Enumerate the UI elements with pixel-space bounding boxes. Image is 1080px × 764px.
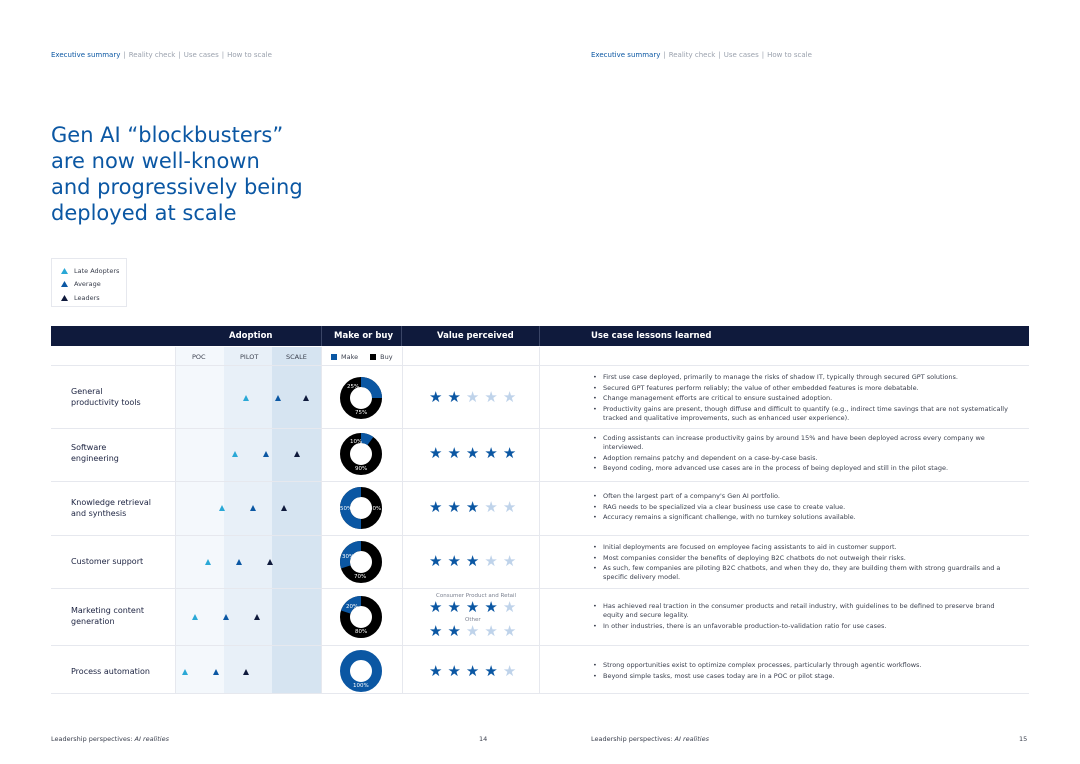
lessons-list [593, 543, 1013, 584]
value-stars: ★★★★★ [429, 598, 522, 616]
column-divider [175, 347, 176, 693]
lesson-item: • Strong opportunities exist to optimize complex processes, particularly through agentic workflows. [593, 661, 1013, 670]
header-make-or-buy: Make or buy [334, 331, 394, 341]
poc-column-shade [176, 347, 224, 693]
adopter-legend [51, 258, 127, 307]
value-stars: ★★★★★ [429, 444, 522, 462]
make-buy-donut [340, 377, 382, 419]
legend-item-late [61, 264, 126, 278]
breadcrumb-reality-check[interactable]: Reality check [668, 51, 716, 59]
triangle-icon [61, 268, 68, 274]
value-stars: ★★★★★ [429, 552, 522, 570]
header-lessons: Use case lessons learned [591, 331, 712, 341]
make-buy-donut [340, 433, 382, 475]
breadcrumb-use-cases[interactable]: Use cases [723, 51, 759, 59]
lesson-item: • Has achieved real traction in the consumer products and retail industry, with guidelines to be defined to preserve brand equity and secure legality. [593, 602, 1013, 620]
stage-poc: POC [192, 353, 206, 361]
title-line: and progressively being [51, 175, 303, 199]
lessons-list [593, 602, 1013, 632]
lesson-item: • Often the largest part of a company's Gen AI portfolio. [593, 492, 1013, 501]
late-adopters-marker [232, 451, 238, 457]
make-label: Make [341, 353, 359, 361]
make-pct-label: 30% [342, 554, 355, 560]
row-divider [51, 481, 1029, 482]
lesson-item: • Initial deployments are focused on employee facing assistants to aid in customer support. [593, 543, 1013, 552]
buy-pct-label: 80% [355, 629, 368, 635]
lesson-item: • In other industries, there is an unfavorable production-to-validation ratio for use cases. [593, 622, 1013, 631]
row-label-process-automation: Process automation [71, 667, 150, 676]
stage-pilot: PILOT [240, 353, 259, 361]
leaders-marker [243, 669, 249, 675]
table-header [51, 326, 1029, 346]
value-stars: ★★★★★ [429, 662, 522, 680]
lesson-item: • Secured GPT features perform reliably; the value of other embedded features is more debatable. [593, 384, 1013, 393]
footer-right: Leadership perspectives: AI realities [591, 735, 709, 743]
page-title [51, 122, 351, 226]
title-line: Gen AI “blockbusters” [51, 123, 284, 147]
legend-label: Average [74, 280, 101, 289]
row-divider [51, 693, 1029, 694]
leaders-marker [281, 505, 287, 511]
breadcrumb-how-to-scale[interactable]: How to scale [227, 51, 272, 59]
average-marker [263, 451, 269, 457]
row-label-marketing-content: Marketing content generation [71, 606, 145, 626]
average-marker [236, 559, 242, 565]
breadcrumb-left: Executive summary | Reality check | Use cases | How to scale [51, 51, 272, 59]
buy-pct-label: 75% [355, 410, 368, 416]
buy-label: Buy [380, 353, 393, 361]
lesson-item: • Accuracy remains a significant challenge, with no turnkey solutions available. [593, 513, 1013, 522]
row-divider [51, 428, 1029, 429]
make-legend [331, 353, 393, 361]
stage-scale: SCALE [286, 353, 307, 361]
lesson-item: • Beyond simple tasks, most use cases today are in a POC or pilot stage. [593, 672, 1013, 681]
breadcrumb-reality-check[interactable]: Reality check [128, 51, 176, 59]
make-buy-donut [340, 596, 382, 638]
breadcrumb-right: Executive summary | Reality check | Use cases | How to scale [591, 51, 812, 59]
lesson-item: • First use case deployed, primarily to manage the risks of shadow IT, typically through secured GPT solutions. [593, 373, 1013, 382]
make-pct-label: 20% [346, 604, 359, 610]
lessons-list [593, 492, 1013, 524]
triangle-icon [61, 281, 68, 287]
lesson-item: • As such, few companies are piloting B2C chatbots, and when they do, they are building them with strong guardrails and a specific delivery model. [593, 564, 1013, 582]
page-number-left: 14 [479, 735, 488, 743]
average-marker [250, 505, 256, 511]
lesson-item: • RAG needs to be specialized via a clear business use case to create value. [593, 503, 1013, 512]
column-divider [539, 347, 540, 693]
late-adopters-marker [205, 559, 211, 565]
buy-pct-label: 50% [369, 506, 382, 512]
lessons-list [593, 434, 1003, 475]
lesson-item: • Change management efforts are critical to ensure sustained adoption. [593, 394, 1013, 403]
lesson-item: • Productivity gains are present, though diffuse and difficult to quantify (e.g., indirect time savings that are not systematically tracked and qualitative improvements, such as enhanced user experience). [593, 405, 1013, 423]
row-label-knowledge-retrieval: Knowledge retrieval and synthesis [71, 498, 151, 518]
header-value-perceived: Value perceived [437, 331, 514, 341]
legend-label: Leaders [74, 293, 100, 302]
average-marker [275, 395, 281, 401]
value-stars: ★★★★★ [429, 622, 522, 640]
late-adopters-marker [192, 614, 198, 620]
buy-pct-label: 70% [354, 574, 367, 580]
leaders-marker [254, 614, 260, 620]
buy-swatch [370, 354, 376, 360]
breadcrumb-executive-summary[interactable]: Executive summary [591, 51, 661, 59]
row-label-customer-support: Customer support [71, 557, 144, 566]
legend-item-average [61, 278, 126, 292]
lesson-item: • Most companies consider the benefits of deploying B2C chatbots do not outweigh their risks. [593, 554, 1013, 563]
breadcrumb-executive-summary[interactable]: Executive summary [51, 51, 121, 59]
late-adopters-marker [243, 395, 249, 401]
footer-left: Leadership perspectives: AI realities [51, 735, 169, 743]
title-line: are now well-known [51, 149, 260, 173]
row-label-software-engineering: Software engineering [71, 443, 119, 463]
row-divider [51, 588, 1029, 589]
legend-label: Late Adopters [74, 266, 120, 275]
buy-pct-label: 90% [355, 466, 368, 472]
lessons-list [593, 661, 1013, 682]
make-buy-donut [340, 487, 382, 529]
make-buy-donut [340, 650, 382, 692]
value-stars: ★★★★★ [429, 498, 522, 516]
page-number-right: 15 [1019, 735, 1028, 743]
make-pct-label: 50% [340, 506, 353, 512]
column-divider [402, 347, 403, 693]
lesson-item: • Beyond coding, more advanced use cases are in the process of being deployed and still in the pilot stage. [593, 464, 1003, 473]
make-pct-label: 25% [347, 384, 360, 390]
lesson-item: • Coding assistants can increase productivity gains by around 15% and have been deployed across every company we interviewed. [593, 434, 1003, 452]
average-marker [213, 669, 219, 675]
lessons-list [593, 373, 1013, 424]
stars-label-other: Other [465, 617, 481, 623]
row-label-general-productivity: General productivity tools [71, 387, 141, 407]
make-pct-label: 100% [353, 683, 369, 689]
row-divider [51, 365, 1029, 366]
leaders-marker [267, 559, 273, 565]
value-stars: ★★★★★ [429, 388, 522, 406]
title-line: deployed at scale [51, 201, 237, 225]
breadcrumb-how-to-scale[interactable]: How to scale [767, 51, 812, 59]
stars-label-consumer: Consumer Product and Retail [436, 593, 517, 599]
triangle-icon [61, 295, 68, 301]
legend-item-leaders [61, 291, 126, 305]
late-adopters-marker [219, 505, 225, 511]
average-marker [223, 614, 229, 620]
column-divider [321, 347, 322, 693]
make-buy-donut [340, 541, 382, 583]
header-adoption: Adoption [229, 331, 273, 341]
row-divider [51, 645, 1029, 646]
row-divider [51, 535, 1029, 536]
make-swatch [331, 354, 337, 360]
make-pct-label: 10% [350, 439, 363, 445]
leaders-marker [294, 451, 300, 457]
leaders-marker [303, 395, 309, 401]
late-adopters-marker [182, 669, 188, 675]
lesson-item: • Adoption remains patchy and dependent on a case-by-case basis. [593, 454, 1003, 463]
breadcrumb-use-cases[interactable]: Use cases [183, 51, 219, 59]
